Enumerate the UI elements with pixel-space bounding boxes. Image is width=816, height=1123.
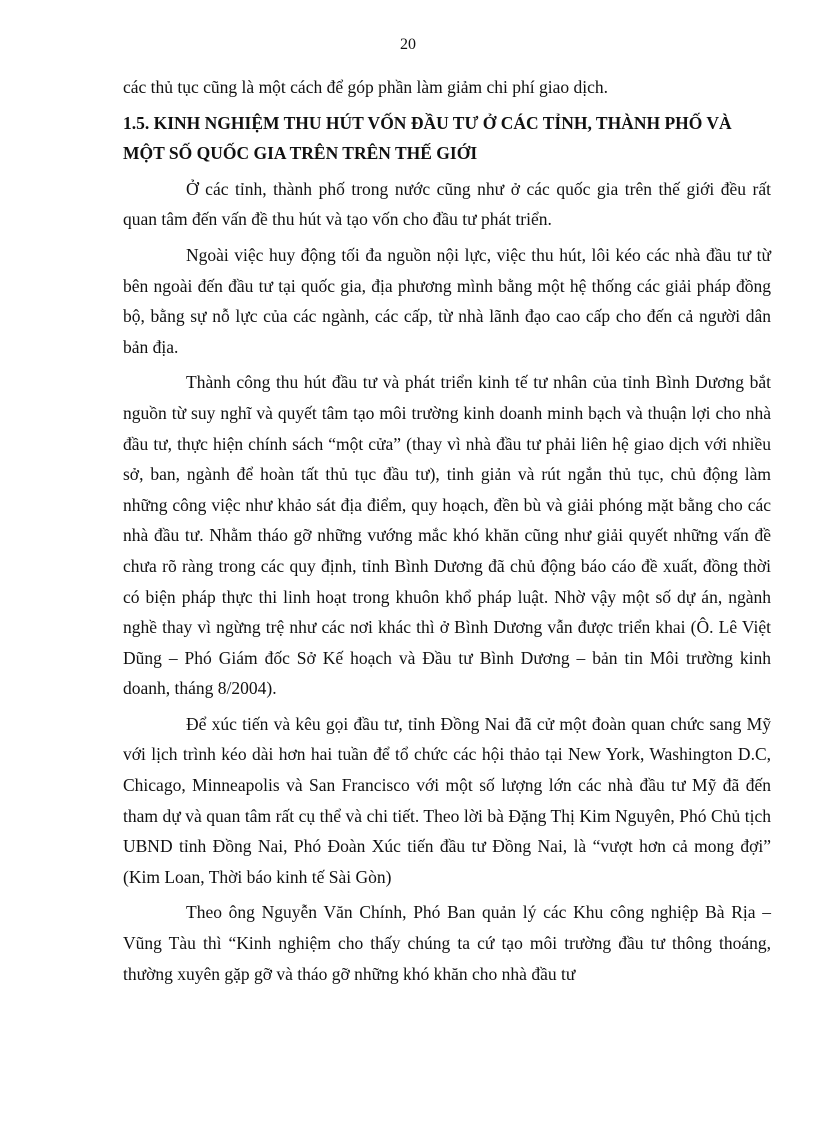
section-heading: 1.5. KINH NGHIỆM THU HÚT VỐN ĐẦU TƯ Ở CÁC TỈNH, THÀNH PHỐ VÀ MỘT SỐ QUỐC GIA TRÊN TRÊN THẾ GIỚI xyxy=(123,112,732,164)
lead-text: các thủ tục cũng là một cách để góp phần làm giảm chi phí giao dịch. xyxy=(123,77,608,97)
page-number: 20 xyxy=(400,36,416,53)
paragraph-ba-ria-vung-tau: Theo ông Nguyễn Văn Chính, Phó Ban quản lý các Khu công nghiệp Bà Rịa – Vũng Tàu thì “Kinh nghiệm cho thấy chúng ta cứ tạo môi trường đầu tư thông thoáng, thường xuyên gặp gỡ và tháo gỡ những khó khăn cho nhà đầu tư xyxy=(123,902,771,984)
page-content xyxy=(123,72,771,994)
paragraph-dong-nai: Để xúc tiến và kêu gọi đầu tư, tỉnh Đồng Nai đã cử một đoàn quan chức sang Mỹ với lịch trình kéo dài hơn hai tuần để tổ chức các hội thảo tại New York, Washington D.C, Chicago, Minneapolis và San Francisco với một số lượng lớn các nhà đầu tư Mỹ đã đến tham dự và quan tâm rất cụ thể và chi tiết. Theo lời bà Đặng Thị Kim Nguyên, Phó Chủ tịch UBND tỉnh Đồng Nai, Phó Đoàn Xúc tiến đầu tư Đồng Nai, là “vượt hơn cả mong đợi” (Kim Loan, Thời báo kinh tế Sài Gòn) xyxy=(123,713,771,887)
paragraph-intro: Ở các tỉnh, thành phố trong nước cũng như ở các quốc gia trên thế giới đều rất quan tâm đến vấn đề thu hút và tạo vốn cho đầu tư phát triển. xyxy=(123,178,771,230)
paragraph-attraction: Ngoài việc huy động tối đa nguồn nội lực, việc thu hút, lôi kéo các nhà đầu tư từ bên ngoài đến đầu tư tại quốc gia, địa phương mình bằng một hệ thống các giải pháp đồng bộ, bằng sự nỗ lực của các ngành, các cấp, từ nhà lãnh đạo cao cấp cho đến cả người dân bản địa. xyxy=(123,244,771,357)
paragraph-binh-duong: Thành công thu hút đầu tư và phát triển kinh tế tư nhân của tỉnh Bình Dương bắt nguồn từ suy nghĩ và quyết tâm tạo môi trường kinh doanh minh bạch và thuận lợi cho nhà đầu tư, thực hiện chính sách “một cửa” (thay vì nhà đầu tư phải liên hệ giao dịch với nhiều sở, ban, ngành để hoàn tất thủ tục đầu tư), tinh giản và rút ngắn thủ tục, chủ động làm những công việc như khảo sát địa điểm, quy hoạch, đền bù và giải phóng mặt bằng cho các nhà đầu tư. Nhằm tháo gỡ những vướng mắc khó khăn cũng như giải quyết những vấn đề chưa rõ ràng trong các quy định, tỉnh Bình Dương đã chủ động báo cáo đề xuất, đồng thời có biện pháp thực thi linh hoạt trong khuôn khổ pháp luật. Nhờ vậy một số dự án, ngành nghề thay vì ngừng trệ như các nơi khác thì ở Bình Dương vẫn được triển khai (Ô. Lê Việt Dũng – Phó Giám đốc Sở Kế hoạch và Đầu tư Bình Dương – bản tin Môi trường kinh doanh, tháng 8/2004). xyxy=(123,372,771,699)
